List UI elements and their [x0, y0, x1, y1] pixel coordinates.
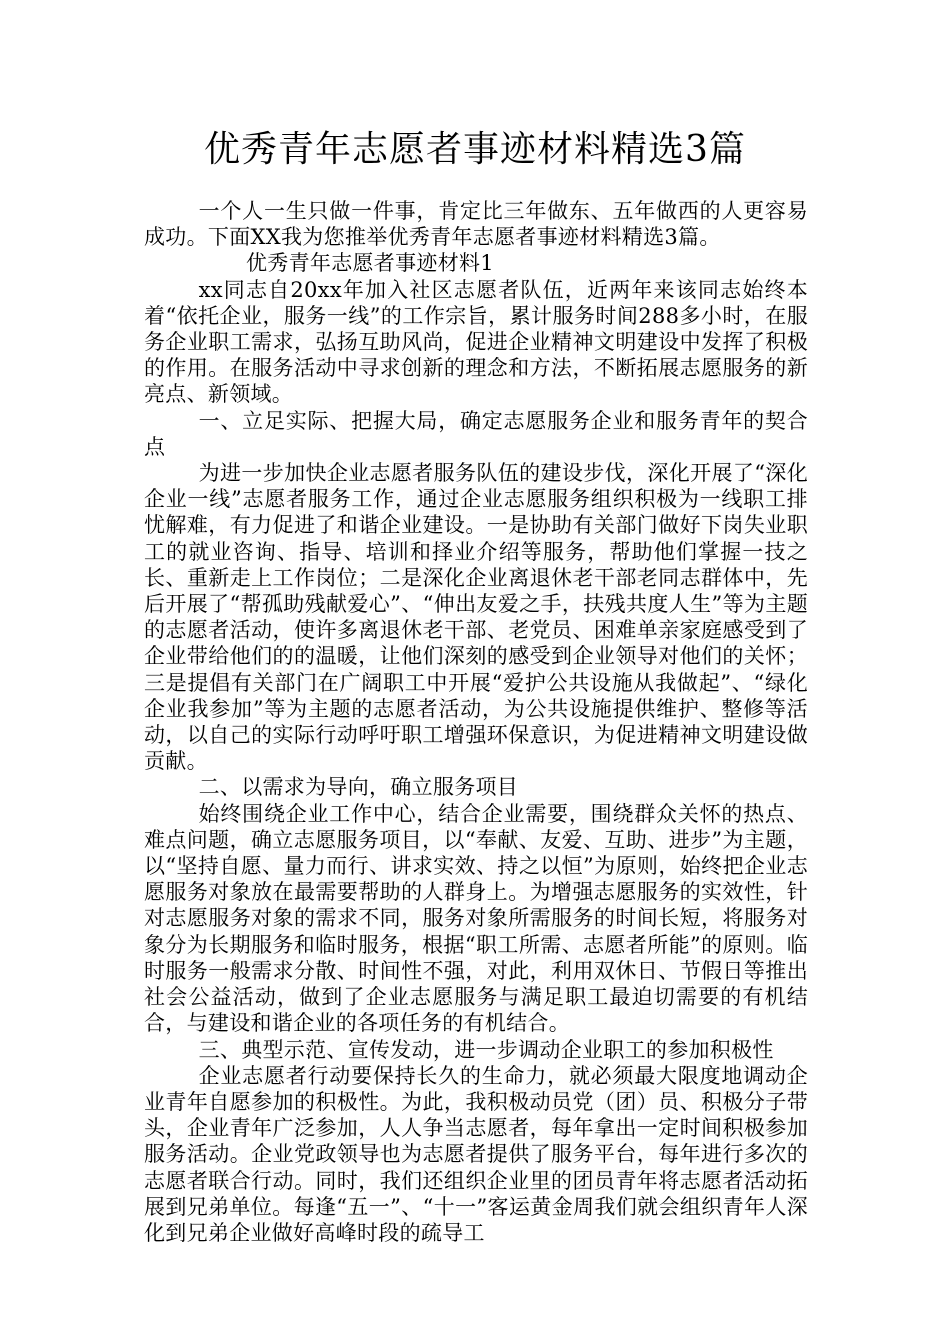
- document-body: [144, 198, 808, 1246]
- section-heading-2: 二、以需求为导向，确立服务项目: [198, 775, 519, 800]
- body-paragraph-2: 为进一步加快企业志愿者服务队伍的建设步伐，深化开展了“深化企业一线”志愿者服务工作，通过企业志愿服务组织积极为一线职工排忧解难，有力促进了和谐企业建设。一是协助有关部门做好下岗失业职工的就业咨询、指导、培训和择业介绍等服务，帮助他们掌握一技之长、重新走上工作岗位；二是深化企业离退休老干部老同志群体中，先后开展了“帮孤助残献爱心”、“伸出友爱之手，扶残共度人生”等为主题的志愿者活动，使许多离退休老干部、老党员、困难单亲家庭感受到了企业带给他们的的温暖，让他们深刻的感受到企业领导对他们的关怀；三是提倡有关部门在广阔职工中开展“爱护公共设施从我做起”、“绿化企业我参加”等为主题的志愿者活动，为公共设施提供维护、整修等活动，以自己的实际行动呼吁职工增强环保意识，为促进精神文明建设做贡献。: [144, 461, 808, 774]
- body-paragraph-1: xx同志自20xx年加入社区志愿者队伍，近两年来该同志始终本着“依托企业，服务一线”的工作宗旨，累计服务时间288多小时，在服务企业职工需求，弘扬互助风尚，促进企业精神文明建设中发挥了积极的作用。在服务活动中寻求创新的理念和方法，不断拓展志愿服务的新亮点、新领域。: [144, 277, 808, 407]
- section-subtitle-1: 优秀青年志愿者事迹材料1: [246, 251, 494, 276]
- body-paragraph-3: 始终围绕企业工作中心，结合企业需要，围绕群众关怀的热点、难点问题，确立志愿服务项目，以“奉献、友爱、互助、进步”为主题，以“坚持自愿、量力而行、讲求实效、持之以恒”为原则，始终把企业志愿服务对象放在最需要帮助的人群身上。为增强志愿服务的实效性，针对志愿服务对象的需求不同，服务对象所需服务的时间长短，将服务对象分为长期服务和临时服务，根据“职工所需、志愿者所能”的原则。临时服务一般需求分散、时间性不强，对此，利用双休日、节假日等推出社会公益活动，做到了企业志愿服务与满足职工最迫切需要的有机结合，与建设和谐企业的各项任务的有机结合。: [144, 801, 808, 1036]
- section-heading-3: 三、典型示范、宣传发动，进一步调动企业职工的参加积极性: [198, 1037, 774, 1062]
- body-paragraph-4: 企业志愿者行动要保持长久的生命力，就必须最大限度地调动企业青年自愿参加的积极性。为此，我积极动员党（团）员、积极分子带头，企业青年广泛参加，人人争当志愿者，每年拿出一定时间积极参加服务活动。企业党政领导也为志愿者提供了服务平台，每年进行多次的志愿者联合行动。同时，我们还组织企业里的团员青年将志愿者活动拓展到兄弟单位。每逢“五一”、“十一”客运黄金周我们就会组织青年人深化到兄弟企业做好高峰时段的疏导工: [144, 1063, 808, 1245]
- document-title: 优秀青年志愿者事迹材料精选3篇: [204, 129, 746, 170]
- section-heading-1: 一、立足实际、把握大局，确定志愿服务企业和服务青年的契合点: [144, 408, 808, 459]
- intro-paragraph: 一个人一生只做一件事，肯定比三年做东、五年做西的人更容易成功。下面XX我为您推举优秀青年志愿者事迹材料精选3篇。: [144, 199, 808, 250]
